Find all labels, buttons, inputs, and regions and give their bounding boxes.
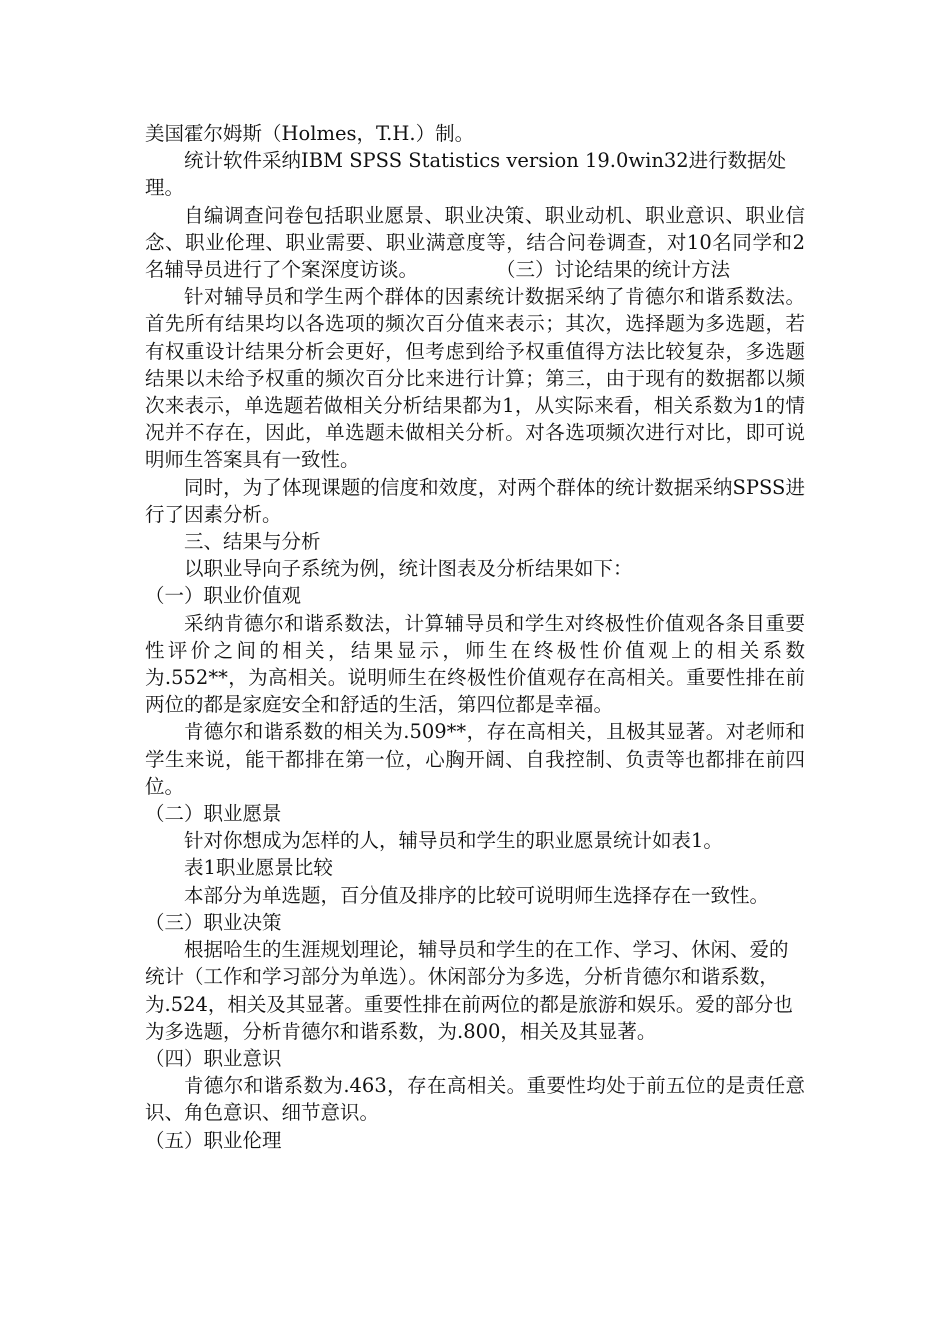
paragraph-factor-analysis: 同时，为了体现课题的信度和效度，对两个群体的统计数据采纳SPSS进行了因素分析。 — [145, 475, 805, 526]
subheading-career-ethics: （五）职业伦理 — [145, 1128, 282, 1152]
subheading-career-vision: （二）职业愿景 — [145, 802, 282, 826]
section-heading-results: 三、结果与分析 — [184, 530, 321, 554]
subheading-career-decision: （三）职业决策 — [145, 910, 282, 934]
paragraph-results-intro: 以职业导向子系统为例，统计图表及分析结果如下： — [184, 557, 633, 581]
paragraph-software: 统计软件采纳IBM SPSS Statistics version 19.0win32进行数据处理。 — [145, 149, 787, 200]
paragraph-questionnaire: 自编调查问卷包括职业愿景、职业决策、职业动机、职业意识、职业信念、职业伦理、职业需要、职业满意度等，结合问卷调查，对10名同学和2名辅导员进行了个案深度访谈。 （三）讨论结果的统计方法 — [145, 203, 805, 282]
paragraph-single-choice: 本部分为单选题，百分值及排序的比较可说明师生选择存在一致性。 — [184, 883, 770, 907]
subheading-career-awareness: （四）职业意识 — [145, 1046, 282, 1070]
paragraph-terminal-values: 采纳肯德尔和谐系数法，计算辅导员和学生对终极性价值观各条目重要性评价之间的相关，结果显示，师生在终极性价值观上的相关系数为.552**，为高相关。说明师生在终极性价值观存在高相关。重要性排在前两位的都是家庭安全和舒适的生活，第四位都是幸福。 — [145, 611, 805, 717]
paragraph-statistical-method: 针对辅导员和学生两个群体的因素统计数据采纳了肯德尔和谐系数法。首先所有结果均以各选项的频次百分值来表示；其次，选择题为多选题，若有权重设计结果分析会更好，但考虑到给予权重值得方法比较复杂，多选题结果以未给予权重的频次百分比来进行计算；第三，由于现有的数据都以频次来表示，单选题若做相关分析结果都为1，从实际来看，相关系数为1的情况并不存在，因此，单选题未做相关分析。对各选项频次进行对比，即可说明师生答案具有一致性。 — [145, 285, 805, 472]
subheading-career-values: （一）职业价值观 — [145, 584, 302, 608]
paragraph-career-decision: 根据哈生的生涯规划理论，辅导员和学生的在工作、学习、休闲、爱的统计（工作和学习部分为单选）。休闲部分为多选，分析肯德尔和谐系数，为.524，相关及其显著。重要性排在前两位的都是旅游和娱乐。爱的部分也为多选题，分析肯德尔和谐系数，为.800，相关及其显著。 — [145, 938, 793, 1043]
paragraph-instrumental-values: 肯德尔和谐系数的相关为.509**，存在高相关，且极其显著。对老师和学生来说，能干都排在第一位，心胸开阔、自我控制、负责等也都排在前四位。 — [145, 720, 805, 798]
paragraph-career-vision: 针对你想成为怎样的人，辅导员和学生的职业愿景统计如表1。 — [184, 829, 723, 853]
table-caption: 表1职业愿景比较 — [184, 856, 333, 880]
paragraph-career-awareness: 肯德尔和谐系数为.463，存在高相关。重要性均处于前五位的是责任意识、角色意识、细节意识。 — [145, 1074, 805, 1125]
document-body — [145, 120, 805, 1154]
paragraph-source-citation: 美国霍尔姆斯（Holmes，T.H.）制。 — [145, 122, 475, 145]
